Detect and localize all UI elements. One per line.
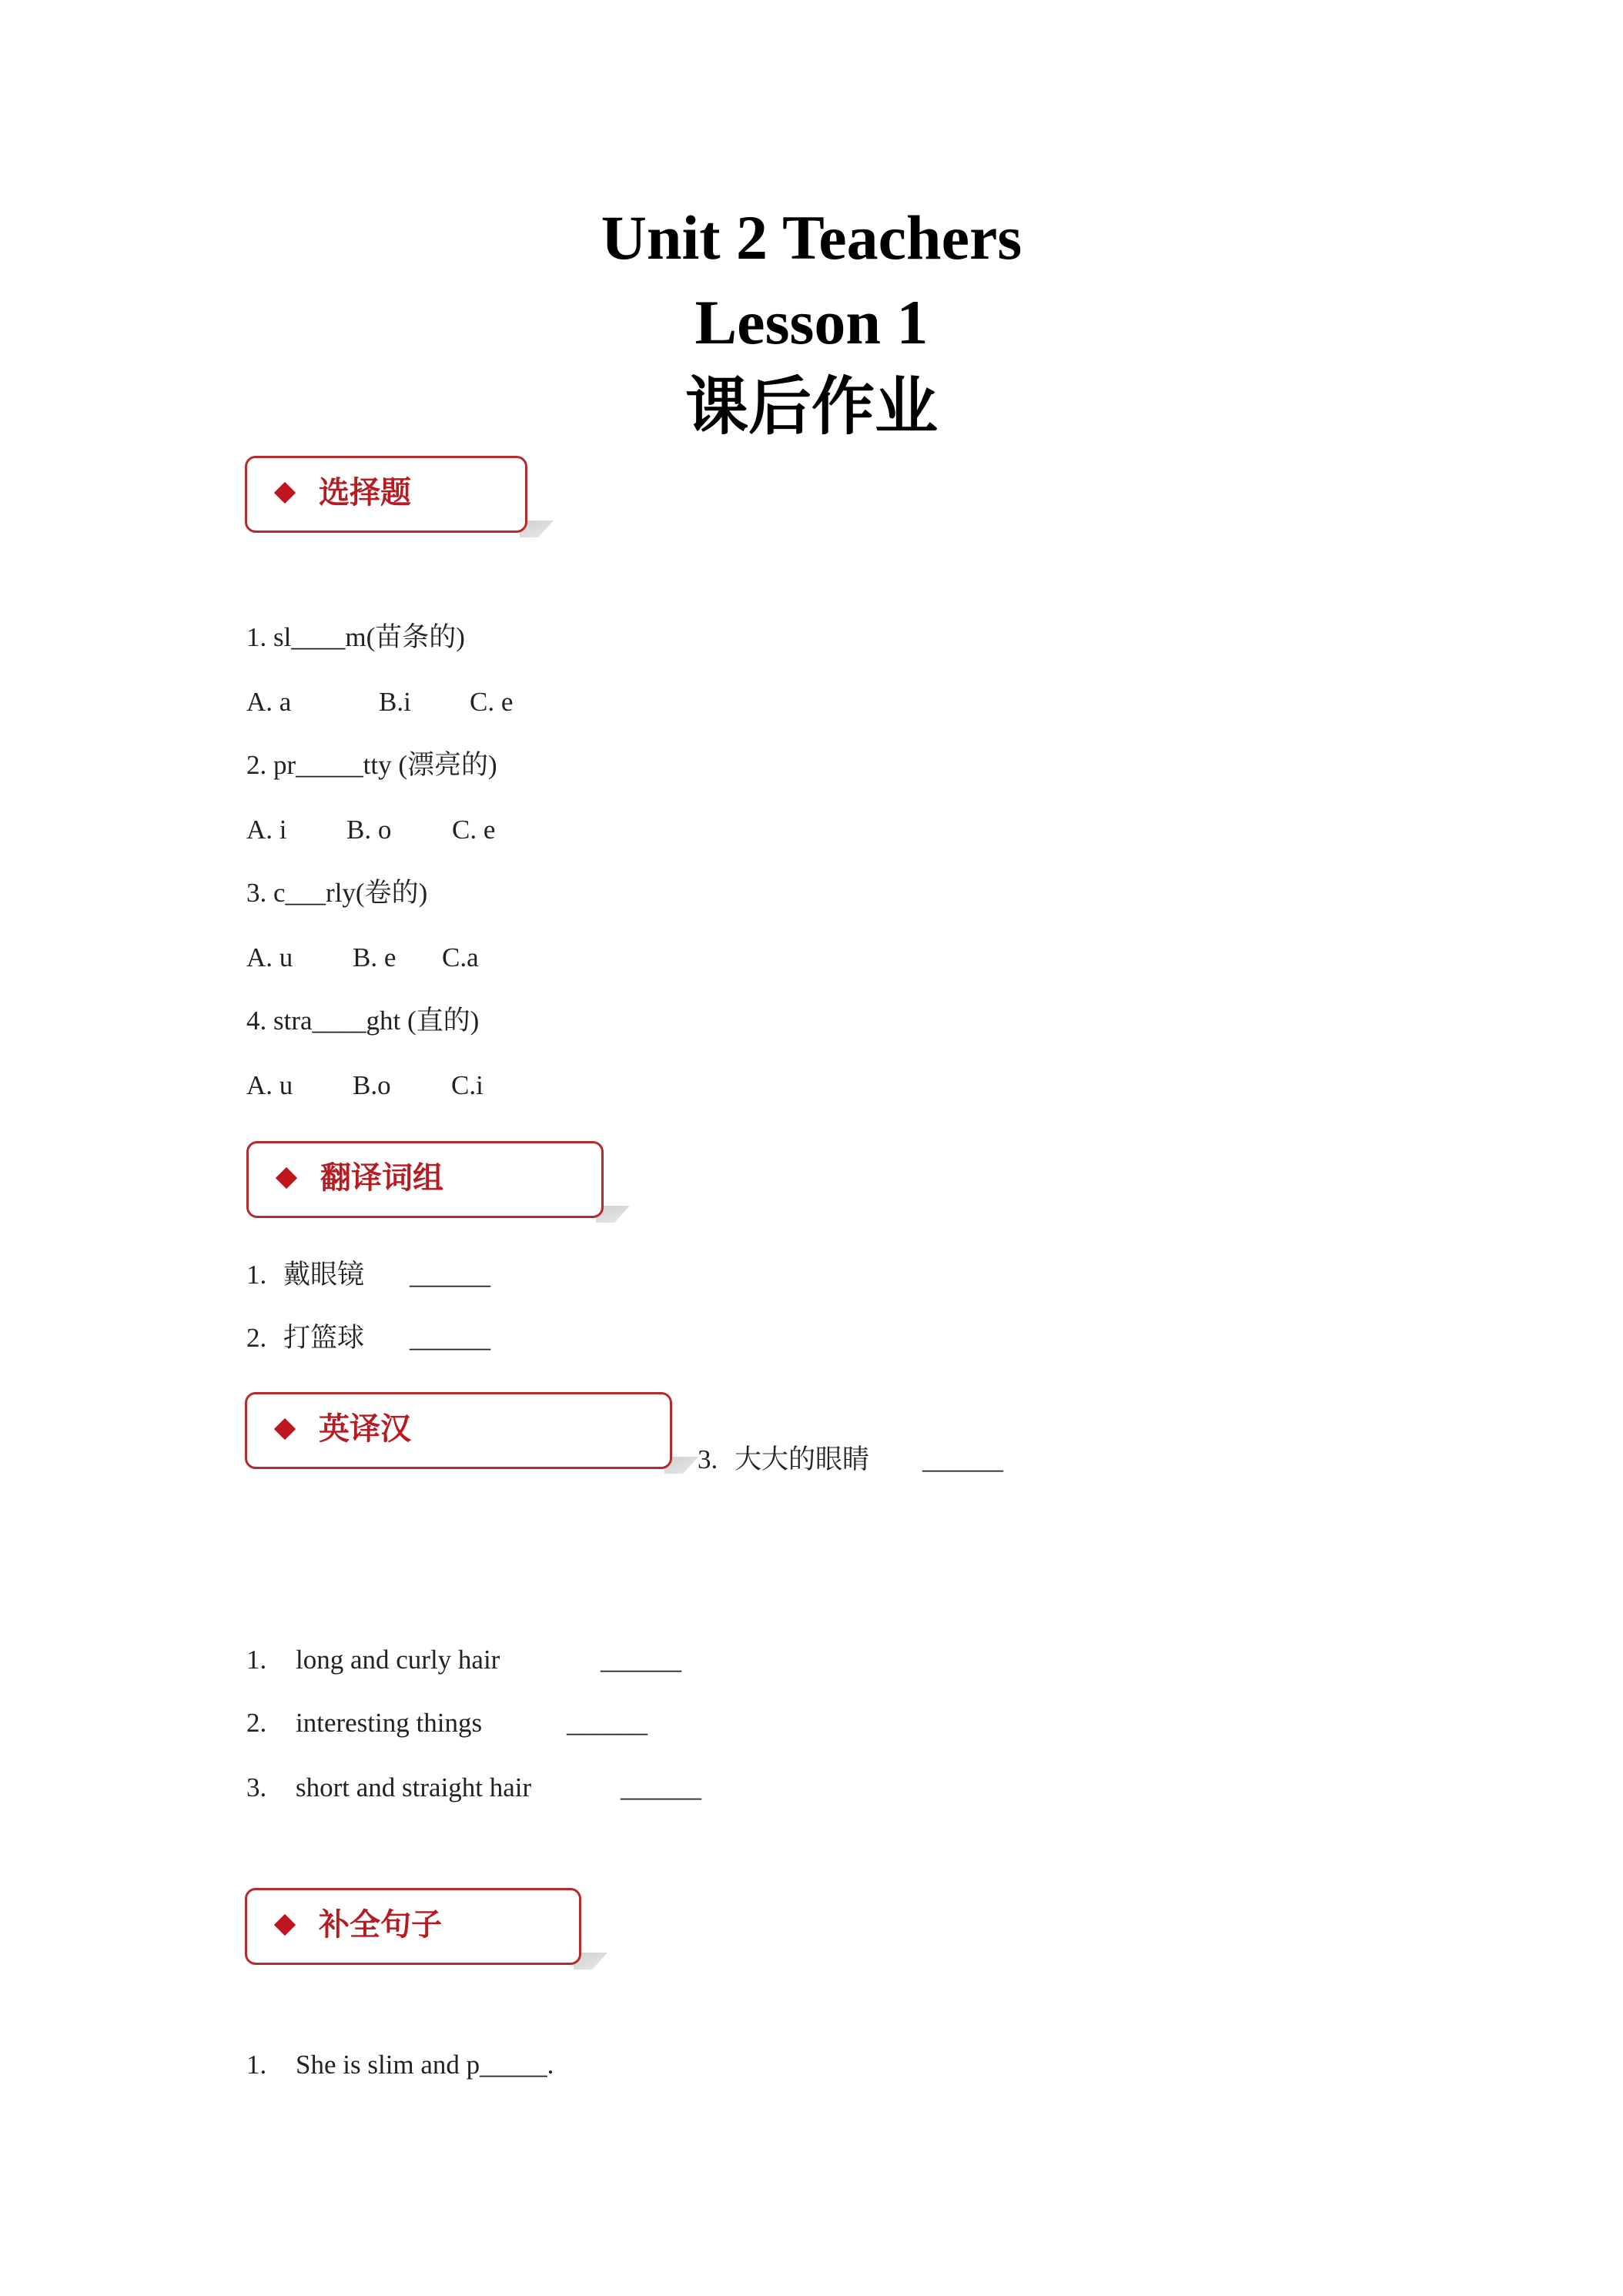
item-number: 1. bbox=[246, 1260, 267, 1290]
choice-question-4 bbox=[246, 1004, 479, 1038]
answer-blank: ______ bbox=[922, 1444, 1003, 1474]
title-homework: 课后作业 bbox=[684, 370, 938, 443]
e2c-item-3 bbox=[246, 1771, 701, 1805]
section-label-complete-sentences: 补全句子 bbox=[319, 1907, 442, 1943]
answer-blank: ______ bbox=[410, 1323, 490, 1353]
option-a: A. u bbox=[246, 1070, 293, 1100]
phrase-item-2 bbox=[246, 1321, 490, 1355]
choice-options-3 bbox=[246, 941, 479, 975]
question-text: 3. c___rly(卷的) bbox=[246, 878, 428, 908]
option-b: B. o bbox=[346, 815, 392, 845]
question-text: 4. stra____ght (直的) bbox=[246, 1006, 480, 1036]
item-number: 3. bbox=[698, 1444, 718, 1474]
choice-options-4 bbox=[246, 1069, 484, 1103]
item-number: 1. bbox=[246, 1645, 267, 1675]
section-label-choice: 选择题 bbox=[319, 475, 411, 510]
phrase-item-1 bbox=[246, 1258, 490, 1292]
section-header-translate-phrases bbox=[246, 1141, 604, 1218]
sentence-item-1 bbox=[246, 2048, 554, 2082]
answer-blank: ______ bbox=[567, 1708, 648, 1738]
option-c: C. e bbox=[470, 687, 514, 717]
section-label-translate-phrases: 翻译词组 bbox=[320, 1160, 443, 1196]
answer-blank: ______ bbox=[410, 1260, 490, 1290]
section-header-choice bbox=[245, 456, 527, 533]
item-number: 2. bbox=[246, 1708, 267, 1738]
choice-question-3 bbox=[246, 876, 427, 910]
item-text: long and curly hair bbox=[296, 1645, 500, 1675]
item-number: 2. bbox=[246, 1323, 267, 1353]
section-label-english-to-chinese: 英译汉 bbox=[319, 1411, 411, 1447]
option-b: B.o bbox=[353, 1070, 391, 1100]
section-header-english-to-chinese bbox=[245, 1392, 672, 1469]
option-c: C. e bbox=[452, 815, 496, 845]
option-c: C.i bbox=[451, 1070, 484, 1100]
choice-options-1 bbox=[246, 685, 513, 719]
item-number: 1. bbox=[246, 2050, 267, 2080]
item-text: 打篮球 bbox=[283, 1323, 365, 1354]
phrase-item-3 bbox=[698, 1443, 1003, 1477]
item-text: 大大的眼睛 bbox=[735, 1444, 870, 1475]
option-b: B.i bbox=[379, 687, 411, 717]
option-b: B. e bbox=[353, 942, 397, 972]
answer-blank: ______ bbox=[621, 1772, 701, 1802]
answer-blank: ______ bbox=[601, 1645, 681, 1675]
option-a: A. i bbox=[246, 815, 287, 845]
item-number: 3. bbox=[246, 1772, 267, 1802]
choice-options-2 bbox=[246, 813, 495, 847]
item-text: short and straight hair bbox=[296, 1772, 532, 1802]
choice-question-1 bbox=[246, 621, 465, 654]
choice-question-2 bbox=[246, 748, 497, 782]
item-text: 戴眼镜 bbox=[283, 1260, 365, 1290]
title-lesson: Lesson 1 bbox=[694, 287, 929, 357]
e2c-item-1 bbox=[246, 1643, 681, 1677]
option-a: A. a bbox=[246, 687, 292, 717]
item-text: interesting things bbox=[296, 1708, 483, 1738]
option-c: C.a bbox=[442, 942, 479, 972]
e2c-item-2 bbox=[246, 1706, 648, 1740]
question-text: 2. pr_____tty (漂亮的) bbox=[246, 750, 497, 780]
section-header-complete-sentences bbox=[245, 1888, 581, 1965]
option-a: A. u bbox=[246, 942, 293, 972]
question-text: 1. sl____m(苗条的) bbox=[246, 622, 465, 652]
item-text: She is slim and p_____. bbox=[296, 2050, 554, 2080]
section-header-box bbox=[245, 1392, 672, 1469]
title-unit: Unit 2 Teachers bbox=[601, 202, 1022, 273]
